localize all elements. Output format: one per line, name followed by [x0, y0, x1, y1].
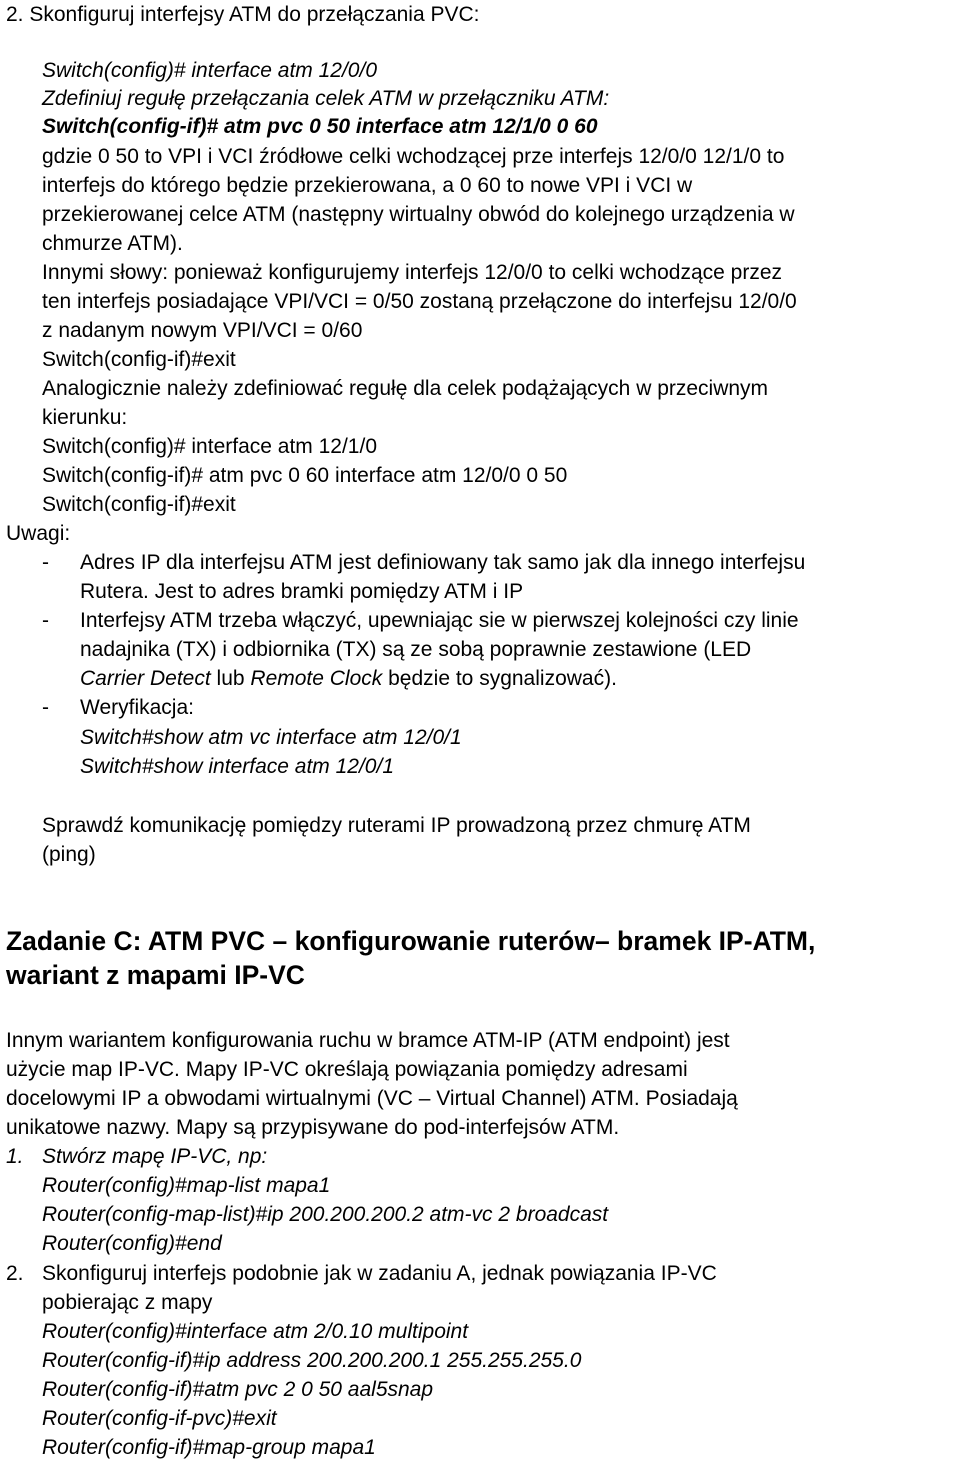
note-line — [80, 664, 617, 693]
step-text: Stwórz mapę IP-VC, np: — [42, 1145, 268, 1168]
paragraph-line: (ping) — [42, 843, 96, 866]
command-line: Router(config-if)#atm pvc 2 0 50 aal5snap — [42, 1378, 434, 1401]
paragraph-line: interfejs do którego będzie przekierowana, a 0 60 to nowe VPI i VCI w — [42, 174, 693, 197]
section-heading: Zadanie C: ATM PVC – konfigurowanie ruterów– bramek IP-ATM, — [6, 926, 816, 956]
command-line: Switch#show interface atm 12/0/1 — [80, 755, 394, 778]
command-line: Router(config)#map-list mapa1 — [42, 1174, 331, 1197]
paragraph-line: Analogicznie należy zdefiniować regułę dla celek podążających w przeciwnym — [42, 377, 769, 400]
note-line: Adres IP dla interfejsu ATM jest definiowany tak samo jak dla innego interfejsu — [80, 551, 806, 574]
note-text: będzie to sygnalizować). — [382, 667, 617, 690]
paragraph-line: użycie map IP-VC. Mapy IP-VC określają powiązania pomiędzy adresami — [6, 1058, 688, 1081]
command-line: Router(config-if-pvc)#exit — [42, 1407, 277, 1430]
command-line: Router(config-if)#map-group mapa1 — [42, 1436, 376, 1459]
command-line: Router(config)#end — [42, 1232, 222, 1255]
paragraph-line: chmurze ATM). — [42, 232, 183, 255]
command-line: Router(config-if)#ip address 200.200.200.1 255.255.255.0 — [42, 1349, 582, 1372]
list-bullet: - — [42, 696, 49, 719]
note-line: Interfejsy ATM trzeba włączyć, upewniając sie w pierwszej kolejności czy linie — [80, 609, 799, 632]
paragraph-line: Sprawdź komunikację pomiędzy ruterami IP prowadzoną przez chmurę ATM — [42, 814, 751, 837]
paragraph-line: z nadanym nowym VPI/VCI = 0/60 — [42, 319, 363, 342]
step-number: 2. — [6, 1262, 24, 1285]
paragraph-line: Innymi słowy: ponieważ konfigurujemy interfejs 12/0/0 to celki wchodzące przez — [42, 261, 783, 284]
command-line: Switch#show atm vc interface atm 12/0/1 — [80, 726, 462, 749]
italic-term: Carrier Detect — [80, 667, 211, 690]
command-line: Switch(config-if)#exit — [42, 493, 236, 516]
command-line: Switch(config)# interface atm 12/1/0 — [42, 435, 377, 458]
italic-term: Remote Clock — [250, 667, 383, 690]
notes-label: Uwagi: — [6, 522, 71, 545]
paragraph-line: kierunku: — [42, 406, 128, 429]
command-line: Router(config)#interface atm 2/0.10 multipoint — [42, 1320, 469, 1343]
list-bullet: - — [42, 609, 49, 632]
step-text: pobierając z mapy — [42, 1291, 213, 1314]
section-heading: wariant z mapami IP-VC — [6, 960, 305, 990]
command-line: Switch(config-if)# atm pvc 0 60 interface atm 12/0/0 0 50 — [42, 464, 568, 487]
paragraph-line: ten interfejs posiadające VPI/VCI = 0/50 zostaną przełączone do interfejsu 12/0/0 — [42, 290, 797, 313]
paragraph-line: przekierowanej celce ATM (następny wirtualny obwód do kolejnego urządzenia w — [42, 203, 795, 226]
note-line: Weryfikacja: — [80, 696, 194, 719]
paragraph-line: unikatowe nazwy. Mapy są przypisywane do pod-interfejsów ATM. — [6, 1116, 620, 1139]
paragraph-line: gdzie 0 50 to VPI i VCI źródłowe celki wchodzącej prze interfejs 12/0/0 12/1/0 to — [42, 145, 785, 168]
step-text: Skonfiguruj interfejs podobnie jak w zadaniu A, jednak powiązania IP-VC — [42, 1262, 717, 1285]
paragraph-line: docelowymi IP a obwodami wirtualnymi (VC – Virtual Channel) ATM. Posiadają — [6, 1087, 738, 1110]
step-2-heading: 2. Skonfiguruj interfejsy ATM do przełączania PVC: — [6, 3, 480, 26]
note-line: Rutera. Jest to adres bramki pomiędzy ATM i IP — [80, 580, 524, 603]
paragraph-line: Innym wariantem konfigurowania ruchu w bramce ATM-IP (ATM endpoint) jest — [6, 1029, 730, 1052]
command-line: Switch(config)# interface atm 12/0/0 — [42, 59, 377, 82]
step-number: 1. — [6, 1145, 24, 1168]
instruction-text: Zdefiniuj regułę przełączania celek ATM w przełączniku ATM: — [42, 87, 610, 110]
command-line: Switch(config-if)# atm pvc 0 50 interface atm 12/1/0 0 60 — [42, 115, 598, 138]
command-line: Router(config-map-list)#ip 200.200.200.2 atm-vc 2 broadcast — [42, 1203, 609, 1226]
note-line: nadajnika (TX) i odbiornika (TX) są ze sobą poprawnie zestawione (LED — [80, 638, 752, 661]
command-line: Switch(config-if)#exit — [42, 348, 236, 371]
list-bullet: - — [42, 551, 49, 574]
note-text: lub — [210, 667, 251, 690]
